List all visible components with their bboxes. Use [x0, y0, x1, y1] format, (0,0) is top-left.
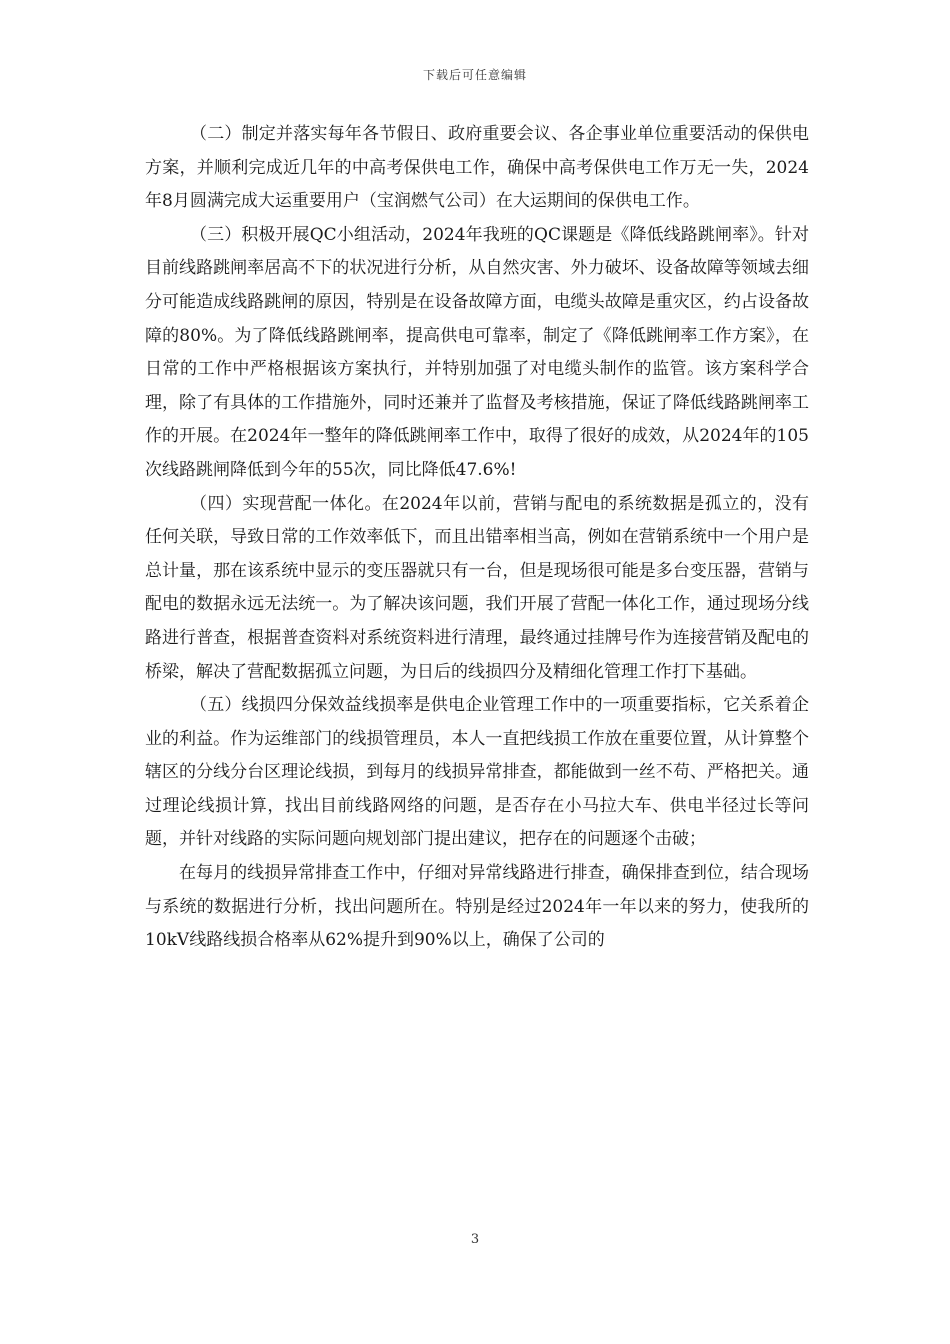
paragraph-6: 在每月的线损异常排查工作中，仔细对异常线路进行排查，确保排查到位，结合现场与系统的数据进行分析，找出问题所在。特别是经过2024年一年以来的努力，使我所的10kV线路线损合格率从62%提升到90%以上，确保了公司的	[145, 863, 809, 951]
document-body	[145, 118, 809, 958]
page-number: 3	[470, 1232, 480, 1247]
paragraph-4: （四）实现营配一体化。在2024年以前，营销与配电的系统数据是孤立的，没有任何关联，导致日常的工作效率低下，而且出错率相当高，例如在营销系统中一个用户是总计量，那在该系统中显示的变压器就只有一台，但是现场很可能是多台变压器，营销与配电的数据永远无法统一。为了解决该问题，我们开展了营配一体化工作，通过现场分线路进行普查，根据普查资料对系统资料进行清理，最终通过挂牌号作为连接营销及配电的桥梁，解决了营配数据孤立问题，为日后的线损四分及精细化管理工作打下基础。	[145, 493, 809, 682]
paragraph-2: （二）制定并落实每年各节假日、政府重要会议、各企事业单位重要活动的保供电方案，并顺利完成近几年的中高考保供电工作，确保中高考保供电工作万无一失，2024年8月圆满完成大运重要用户（宝润燃气公司）在大运期间的保供电工作。	[145, 124, 809, 212]
paragraph-5: （五）线损四分保效益线损率是供电企业管理工作中的一项重要指标，它关系着企业的利益。作为运维部门的线损管理员，本人一直把线损工作放在重要位置，从计算整个辖区的分线分台区理论线损，到每月的线损异常排查，都能做到一丝不苟、严格把关。通过理论线损计算，找出目前线路网络的问题，是否存在小马拉大车、供电半径过长等问题，并针对线路的实际问题向规划部门提出建议，把存在的问题逐个击破；	[145, 695, 809, 850]
paragraph-3: （三）积极开展QC小组活动，2024年我班的QC课题是《降低线路跳闸率》。针对目前线路跳闸率居高不下的状况进行分析，从自然灾害、外力破坏、设备故障等领域去细分可能造成线路跳闸的原因，特别是在设备故障方面，电缆头故障是重灾区，约占设备故障的80%。为了降低线路跳闸率，提高供电可靠率，制定了《降低跳闸率工作方案》，在日常的工作中严格根据该方案执行，并特别加强了对电缆头制作的监管。该方案科学合理，除了有具体的工作措施外，同时还兼并了监督及考核措施，保证了降低线路跳闸率工作的开展。在2024年一整年的降低跳闸率工作中，取得了很好的成效，从2024年的105次线路跳闸降低到今年的55次，同比降低47.6%!	[145, 224, 809, 480]
header-note: 下载后可任意编辑	[422, 68, 527, 82]
